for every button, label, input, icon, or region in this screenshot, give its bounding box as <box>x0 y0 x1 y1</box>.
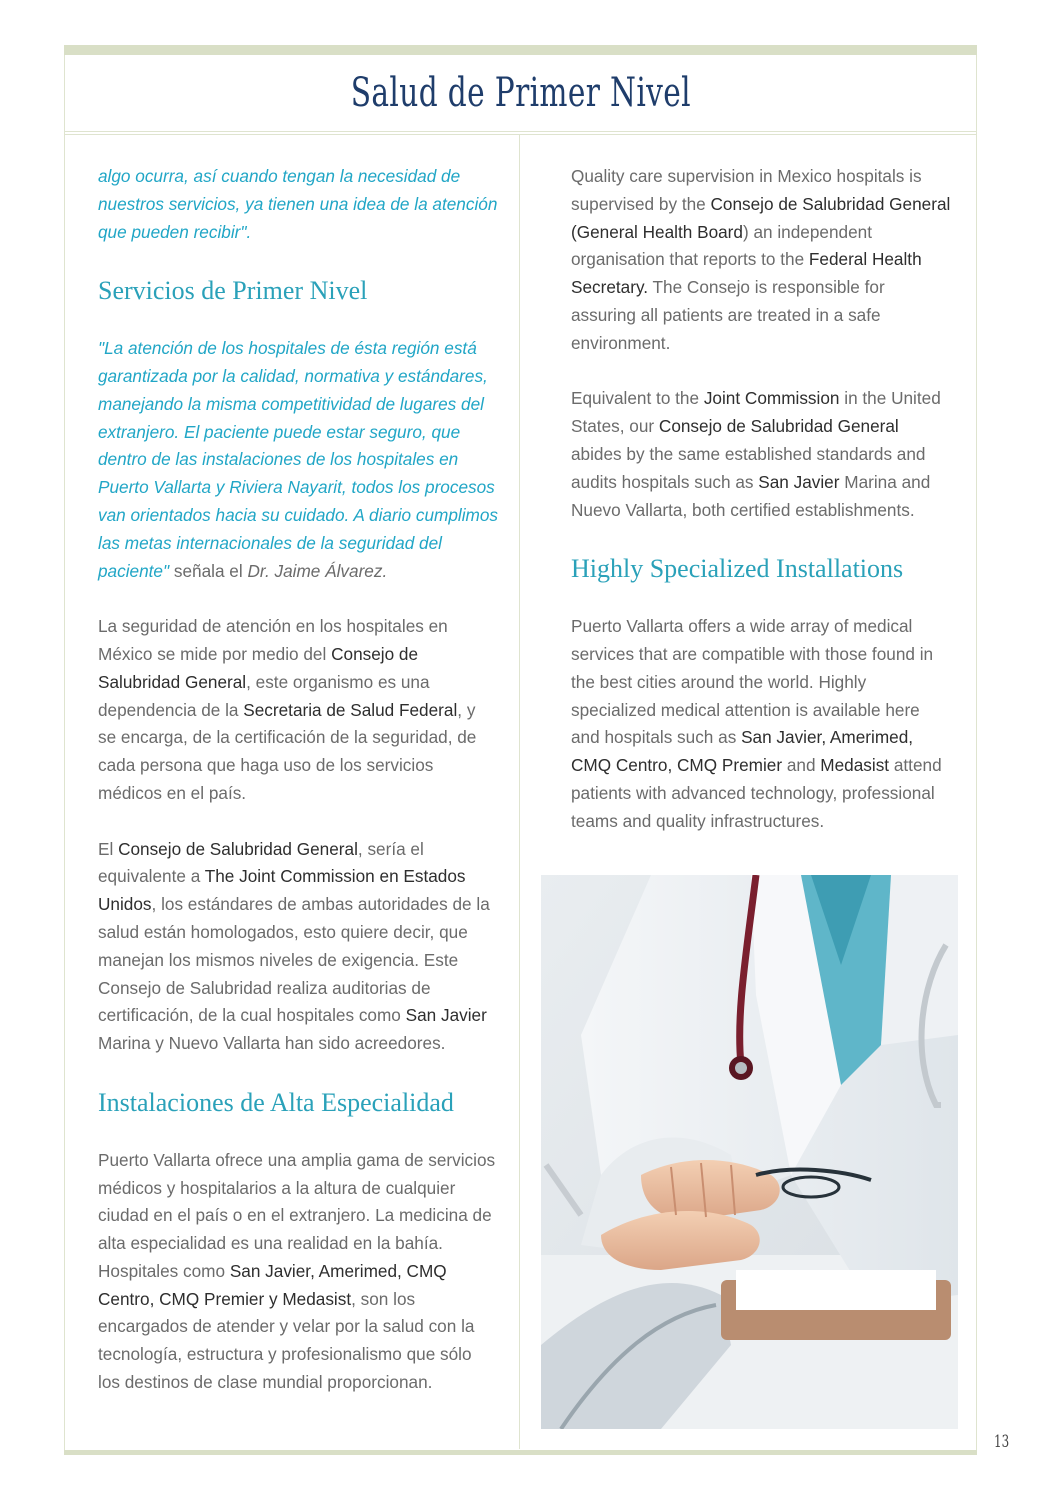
pull-quote: "La atención de los hospitales de ésta región está garantizada por la calidad, normativa y estándares, manejando la misma competitividad de lugares del extranjero. El paciente puede estar seguro, que dentro de las instalaciones de los hospitales en Puerto Vallarta y Riviera Nayarit, todos los procesos van orientados hacia su cuidado. A diario cumplimos las metas internacionales de la seguridad del paciente" <box>98 338 498 581</box>
quote-paragraph <box>98 335 498 585</box>
emphasis: Consejo de Salubridad General (General Health Board <box>571 193 951 242</box>
emphasis: Consejo de Salubridad General <box>658 416 899 437</box>
text: El <box>98 838 119 859</box>
text: abides by the same established standards and audits hospitals such as <box>571 443 926 492</box>
emphasis: Consejo de Salubridad General <box>118 838 358 859</box>
text: Equivalent to the <box>571 388 704 409</box>
text: Marina y Nuevo Vallarta han sido acreedores. <box>98 1033 446 1054</box>
paragraph-seguridad <box>98 613 498 808</box>
text: , son los encargados de atender y velar por la salud con la tecnología, estructura y profesionalismo que sólo los destinos de clase mundial proporcionan. <box>98 1288 475 1393</box>
emphasis: Medasist <box>820 755 890 776</box>
text: , este organismo es una dependencia de la <box>98 671 430 720</box>
doctor-holding-hands-illustration <box>541 875 958 1429</box>
text: , los estándares de ambas autoridades de la salud están homologados, esto quiere decir, que manejan los mismos niveles de exigencia. Este Consejo de Salubridad realiza auditorias de certificación, de la cual hospitales como <box>98 894 490 1026</box>
emphasis: The Joint Commission en Estados Unidos <box>98 866 466 915</box>
paragraph-quality-care <box>571 163 951 358</box>
emphasis: San Javier <box>405 1005 487 1026</box>
text: Quality care supervision in Mexico hospitals is supervised by the <box>571 166 922 214</box>
paragraph-puerto-vallarta <box>571 613 951 835</box>
page-number: 13 <box>994 1432 1010 1452</box>
emphasis: Consejo de Salubridad General <box>98 643 419 692</box>
heading-servicios: Servicios de Primer Nivel <box>98 276 368 306</box>
text: Puerto Vallarta offers a wide array of medical services that are compatible with those found in the best cities around the world. Highly specialized medical attention is available here and hospitals such as <box>571 616 934 748</box>
emphasis: San Javier, Amerimed, CMQ Centro, CMQ Premier <box>571 727 914 776</box>
emphasis: Federal Health Secretary. <box>571 249 922 298</box>
attribution-prefix: señala el <box>173 560 243 581</box>
text: Marina and Nuevo Vallarta, both certified establishments. <box>571 471 931 520</box>
title-band <box>64 55 977 132</box>
text: and <box>782 755 821 776</box>
text: ) an independent organisation that reports to the <box>571 221 872 270</box>
attribution-name: Dr. Jaime Álvarez. <box>247 560 388 581</box>
title-rule <box>64 134 977 135</box>
text: in the United States, our <box>571 388 941 437</box>
paragraph-joint-commission <box>571 385 951 524</box>
frame-top-bar <box>64 45 977 55</box>
left-column <box>98 163 498 1425</box>
paragraph-instalaciones <box>98 1147 498 1397</box>
heading-highly-specialized: Highly Specialized Installations <box>571 554 904 584</box>
page-title: Salud de Primer Nivel <box>350 70 691 116</box>
text: , y se encarga, de la certificación de la seguridad, de cada persona que haga uso de los servicios médicos en el país. <box>98 699 477 803</box>
text: The Consejo is responsible for assuring all patients are treated in a safe environment. <box>571 277 885 353</box>
paragraph-consejo <box>98 836 498 1058</box>
right-column <box>571 163 951 863</box>
column-divider <box>519 135 520 1449</box>
heading-instalaciones: Instalaciones de Alta Especialidad <box>98 1087 454 1117</box>
text: La seguridad de atención en los hospitales en México se mide por medio del <box>98 616 448 664</box>
emphasis: San Javier, Amerimed, CMQ Centro, CMQ Premier y Medasist <box>98 1260 447 1309</box>
frame-bottom-bar <box>64 1450 977 1455</box>
doctor-photo <box>541 875 958 1429</box>
intro-quote: algo ocurra, así cuando tengan la necesidad de nuestros servicios, ya tienen una idea de la atención que pueden recibir". <box>98 166 498 242</box>
text: Puerto Vallarta ofrece una amplia gama de servicios médicos y hospitalarios a la altura de cualquier ciudad en el país o en el extranjero. La medicina de alta especialidad es una realidad en la bahía. Hospitales como <box>98 1149 496 1281</box>
emphasis: Joint Commission <box>703 388 840 409</box>
text: attend patients with advanced technology, professional teams and quality infrastructures. <box>571 755 942 831</box>
emphasis: San Javier <box>758 471 840 492</box>
text: , sería el equivalente a <box>98 838 424 887</box>
emphasis: Secretaria de Salud Federal <box>243 699 458 720</box>
